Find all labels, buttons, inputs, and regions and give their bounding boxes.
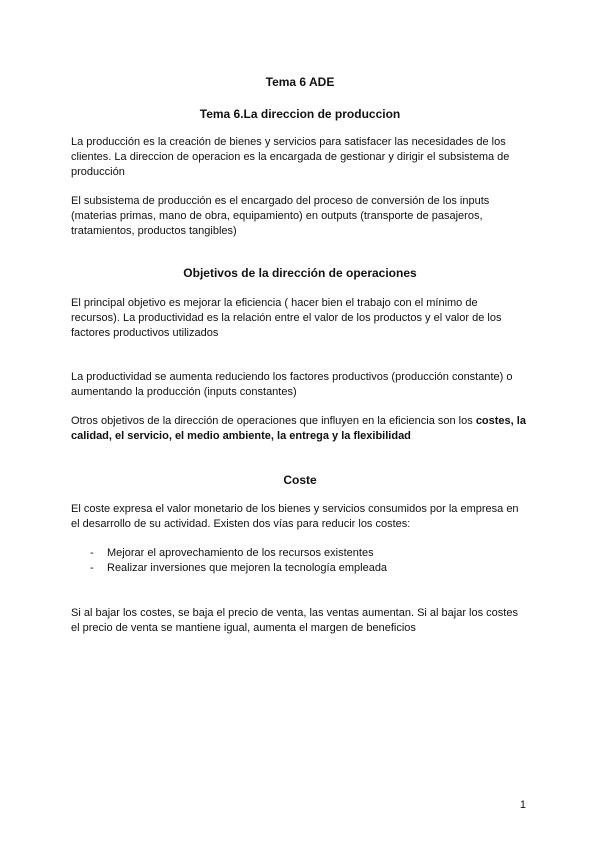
section-heading-coste: Coste [283, 473, 317, 487]
objetivos-paragraph-1: El principal objetivo es mejorar la eficiencia ( hacer bien el trabajo con el mínimo de recursos). La productividad es la relación entre el valor de los productos y el valor de los factores productivos utilizados [71, 297, 502, 339]
document-subtitle: Tema 6.La direccion de produccion [199, 107, 401, 121]
list-item [90, 561, 387, 576]
intro-paragraph-1: La producción es la creación de bienes y servicios para satisfacer las necesidades de los clientes. La direccion de operacion es la encargada de gestionar y dirigir el subsistema de producción [71, 136, 510, 178]
bullet-marker: - [90, 547, 94, 559]
objetivos-paragraph-3 [71, 414, 527, 444]
list-item-text: Realizar inversiones que mejoren la tecnología empleada [107, 562, 388, 574]
coste-paragraph-1: El coste expresa el valor monetario de los bienes y servicios consumidos por la empresa en el desarrollo de su actividad. Existen dos vías para reducir los costes: [71, 503, 519, 530]
list-item-text: Mejorar el aprovechamiento de los recursos existentes [107, 547, 374, 559]
page-number: 1 [519, 799, 526, 811]
intro-paragraph-2: El subsistema de producción es el encargado del proceso de conversión de los inputs (materias primas, mano de obra, equipamiento) en outputs (transporte de pasajeros, tratamientos, productos tangibles) [71, 195, 490, 237]
document-title: Tema 6 ADE [265, 75, 335, 89]
list-item [90, 546, 374, 561]
section-heading-objetivos: Objetivos de la dirección de operaciones [183, 266, 417, 280]
coste-paragraph-2: Si al bajar los costes, se baja el precio de venta, las ventas aumentan. Si al bajar los costes el precio de venta se mantiene igual, aumenta el margen de beneficios [71, 607, 518, 634]
objetivos-paragraph-3-text: Otros objetivos de la dirección de operaciones que influyen en la eficiencia son los [71, 415, 476, 427]
objetivos-paragraph-2: La productividad se aumenta reduciendo los factores productivos (producción constante) o aumentando la producción (inputs constantes) [71, 371, 513, 398]
objetivos-list-bold: costes, la calidad, el servicio, el medio ambiente, la entrega y la flexibilidad [71, 415, 526, 442]
bullet-marker: - [90, 562, 94, 574]
